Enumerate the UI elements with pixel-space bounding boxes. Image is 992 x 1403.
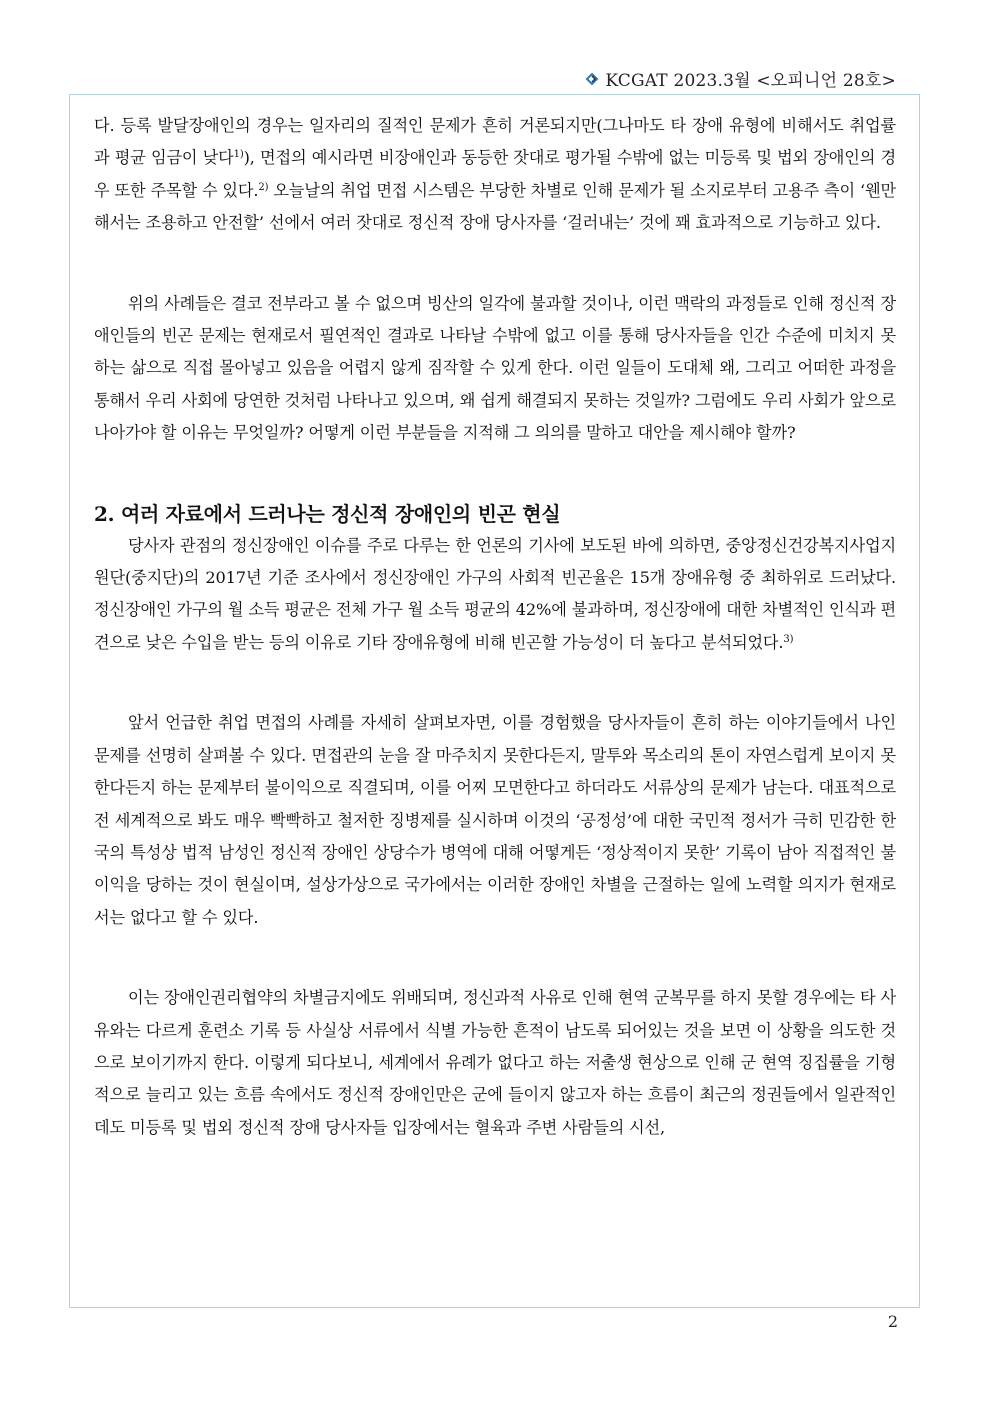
paragraph-3: 당사자 관점의 정신장애인 이슈를 주로 다루는 한 언론의 기사에 보도된 바에 의하면, 중앙정신건강복지사업지원단(중지단)의 2017년 기준 조사에서 정신장애인 가구의 사회적 빈곤율은 15개 장애유형 중 최하위로 드러났다. 정신장애인 가구의 월 소득 평균은 전체 가구 월 소득 평균의 42%에 불과하며, 정신장애에 대한 차별적인 인식과 편견으로 낮은 수입을 받는 등의 이유로 기타 장애유형에 비해 빈곤할 가능성이 더 높다고 분석되었다.$^{3)}$ bbox=[94, 535, 896, 652]
section-heading: 2. 여러 자료에서 드러나는 정신적 장애인의 빈곤 현실 bbox=[94, 501, 561, 526]
paragraph-1: 다. 등록 발달장애인의 경우는 일자리의 질적인 문제가 흔히 거론되지만(그나마도 타 장애 유형에 비해서도 취업률과 평균 임금이 낮다$^{1)}$), 면접의 예시라면 비장애인과 동등한 잣대로 평가될 수밖에 없는 미등록 및 법외 장애인의 경우 또한 주목할 수 있다.$^{2)}$ 오늘날의 취업 면접 시스템은 부당한 차별로 인해 문제가 될 소지로부터 고용주 측이 ‘웬만해서는 조용하고 안전할’ 선에서 여러 잣대로 정신적 장애 당사자를 ‘걸러내는’ 것에 꽤 효과적으로 기능하고 있다. bbox=[94, 116, 896, 233]
paragraph-5: 이는 장애인권리협약의 차별금지에도 위배되며, 정신과적 사유로 인해 현역 군복무를 하지 못할 경우에는 타 사유와는 다르게 훈련소 기록 등 사실상 서류에서 식별 가능한 흔적이 남도록 되어있는 것을 보면 이 상황을 의도한 것으로 보이기까지 한다. 이렇게 되다보니, 세계에서 유례가 없다고 하는 저출생 현상으로 인해 군 현역 징집률을 기형적으로 늘리고 있는 흐름 속에서도 정신적 장애인만은 군에 들이지 않고자 하는 흐름이 최근의 정권들에서 일관적인데도 미등록 및 법외 정신적 장애 당사자들 입장에서는 혈육과 주변 사람들의 시선, bbox=[94, 988, 896, 1137]
footnote-ref-1[interactable]: 1) bbox=[233, 149, 244, 161]
running-header bbox=[585, 66, 896, 91]
paragraph-2: 위의 사례들은 결코 전부라고 볼 수 없으며 빙산의 일각에 불과할 것이나, 이런 맥락의 과정들로 인해 정신적 장애인들의 빈곤 문제는 현재로서 필연적인 결과로 나타날 수밖에 없고 이를 통해 당사자들을 인간 수준에 미치지 못하는 삶으로 직접 몰아넣고 있음을 어렵지 않게 짐작할 수 있게 한다. 이런 일들이 도대체 왜, 그리고 어떠한 과정을 통해서 우리 사회에 당연한 것처럼 나타나고 있으며, 왜 쉽게 해결되지 못하는 것일까? 그럼에도 우리 사회가 앞으로 나아가야 할 이유는 무엇일까? 어떻게 이런 부분들을 지적해 그 의의를 말하고 대안을 제시해야 할까? bbox=[94, 293, 896, 443]
paragraph-4: 앞서 언급한 취업 면접의 사례를 자세히 살펴보자면, 이를 경험했을 당사자들이 흔히 하는 이야기들에서 나인 문제를 선명히 살펴볼 수 있다. 면접관의 눈을 잘 마주치지 못한다든지, 말투와 목소리의 톤이 자연스럽게 보이지 못한다든지 하는 문제부터 불이익으로 직결되며, 이를 어찌 모면한다고 하더라도 서류상의 문제가 남는다. 대표적으로 전 세계적으로 봐도 매우 빡빡하고 철저한 징병제를 실시하며 이것의 ‘공정성’에 대한 국민적 정서가 극히 민감한 한국의 특성상 법적 남성인 정신적 장애인 상당수가 병역에 대해 어떻게든 ‘정상적이지 못한’ 기록이 남아 직접적인 불이익을 당하는 것이 현실이며, 설상가상으로 국가에서는 이러한 장애인 차별을 근절하는 일에 노력할 의지가 현재로서는 없다고 할 수 있다. bbox=[94, 713, 896, 927]
page-number: 2 bbox=[887, 1312, 898, 1331]
footnote-ref-2[interactable]: 2) bbox=[258, 181, 269, 193]
kcgat-logo-icon bbox=[585, 72, 599, 86]
page-content bbox=[94, 110, 896, 1144]
footnote-ref-3[interactable]: 3) bbox=[783, 633, 794, 645]
header-text: KCGAT 2023.3월 <오피니언 28호> bbox=[605, 71, 896, 91]
